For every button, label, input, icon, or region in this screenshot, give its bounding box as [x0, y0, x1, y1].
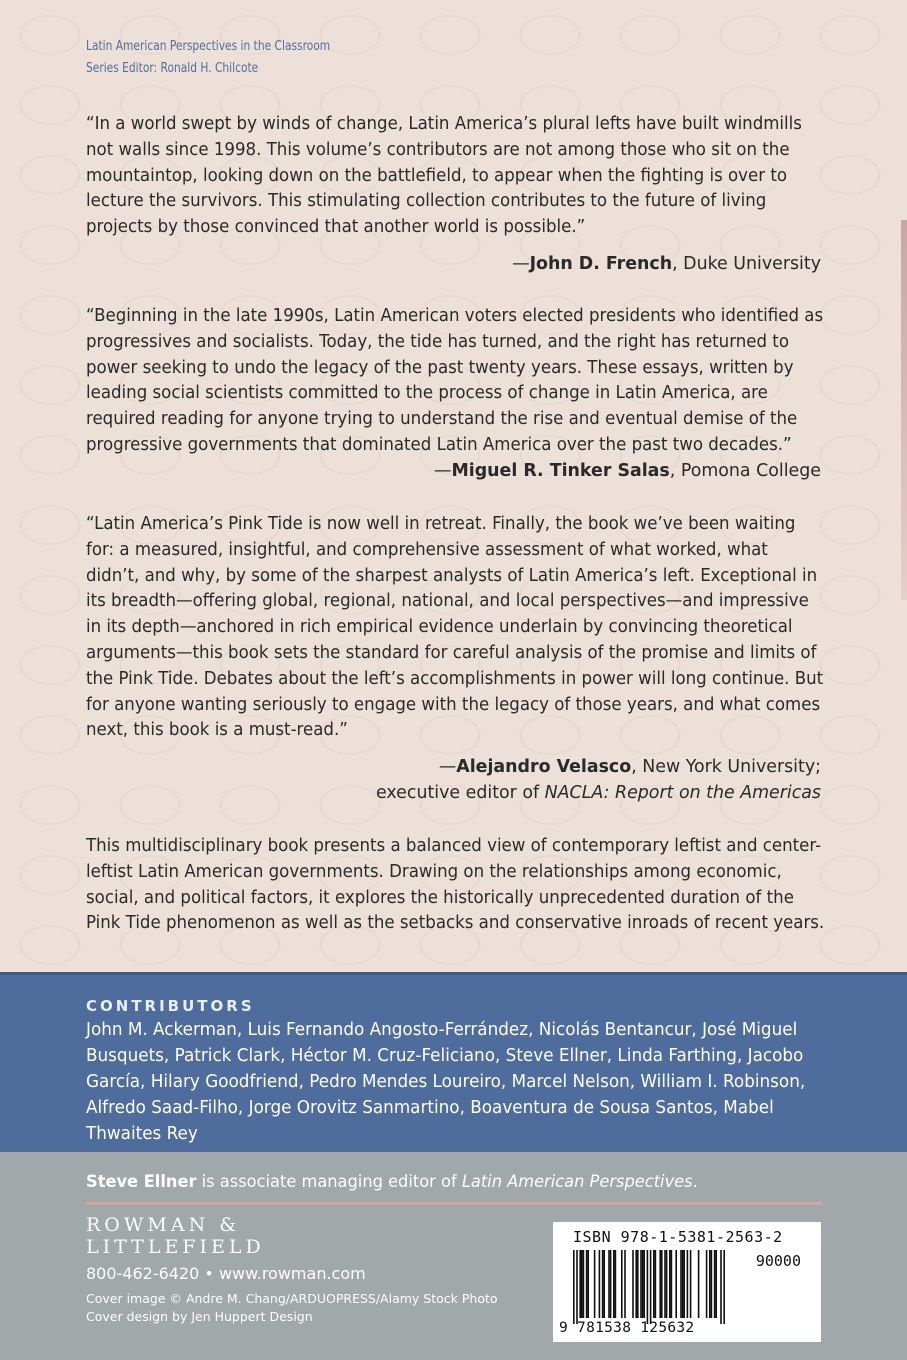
- quote-tinker-salas-text: “Beginning in the late 1990s, Latin American voters elected presidents who identified as progressives and socialists. Today, the tide has turned, and the right has returned to power seeking to undo the legacy of the past twenty years. These essays, written by leading social scientists committed to the process of change in Latin America, are required reading for anyone trying to understand the rise and eventual demise of the progressive governments that dominated Latin America over the past two decades.”: [86, 306, 824, 455]
- barcode-bar: [573, 1250, 575, 1324]
- publisher-contact: 800-462-6420 • www.rowman.com: [86, 1264, 366, 1283]
- barcode-bar: [642, 1250, 644, 1318]
- contributors-list: John M. Ackerman, Luis Fernando Angosto-Ferrández, Nicolás Bentancur, José Miguel Busquets, Patrick Clark, Héctor M. Cruz-Feliciano, Steve Ellner, Linda Farthing, Jacobo García, Hilary Goodfriend, Pedro Mendes Loureiro, Marcel Nelson, William I. Robinson, Alfredo Saad-Filho, Jorge Orovitz Sanmartino, Boaventura de Sousa Santos, Mabel Thwaites Rey: [86, 1020, 806, 1144]
- barcode-bar: [671, 1250, 673, 1318]
- barcode-bar: [637, 1250, 639, 1318]
- quote-velasco-text: “Latin America’s Pink Tide is now well in retreat. Finally, the book we’ve been waiting for: a measured, insightful, and comprehensive assessment of what worked, what didn’t, and why, by some of the sharpest analysts of Latin America’s left. Exceptional in its breadth—offering global, regional, national, and local perspectives—and impressive in its depth—anchored in rich empirical evidence underlain by convincing theoretical arguments—this book sets the standard for careful analysis of the promise and limits of the Pink Tide. Debates about the left’s accomplishments in power will long continue. But for anyone wanting seriously to engage with the legacy of those years, and what comes next, this book is a must-read.”: [86, 514, 824, 741]
- quote-french-name: John D. French: [529, 254, 673, 274]
- ean-digits: 9 781538 125632: [559, 1320, 695, 1336]
- barcode-bar: [659, 1250, 661, 1318]
- barcode-bar: [714, 1250, 716, 1318]
- barcode-bar: [603, 1250, 605, 1318]
- barcode-bar: [650, 1250, 652, 1324]
- barcode-bar: [615, 1250, 617, 1318]
- barcode-bar: [635, 1250, 637, 1318]
- barcode-bar: [583, 1250, 585, 1318]
- barcode-bar: [669, 1250, 671, 1318]
- publisher-band: [0, 1152, 907, 1360]
- barcode-bar: [683, 1250, 685, 1318]
- series-editor: Series Editor: Ronald H. Chilcote: [86, 61, 259, 76]
- about-editor: Steve Ellner is associate managing editor of Latin American Perspectives.: [86, 1172, 698, 1192]
- isbn-barcode: [553, 1222, 821, 1342]
- barcode-bar: [594, 1250, 596, 1318]
- barcode-bar: [579, 1250, 581, 1318]
- quote-french-text: “In a world swept by winds of change, Latin America’s plural lefts have built windmills not walls since 1998. This volume’s contributors are not among those who sit on the mountaintop, looking down on the battlefield, to appear when the fighting is over to lecture the survivors. This stimulating collection contributes to the future of living projects by those convinced that another world is possible.”: [86, 114, 802, 238]
- barcode-bar: [581, 1250, 583, 1318]
- barcode-bar: [715, 1250, 717, 1318]
- quote-velasco-attribution: —Alejandro Velasco, New York University;: [438, 757, 821, 777]
- barcode-bar: [608, 1250, 610, 1318]
- barcode-bar: [640, 1250, 642, 1318]
- barcode-bar: [602, 1250, 604, 1318]
- divider-rule: [86, 1202, 822, 1205]
- barcode-bar: [675, 1250, 677, 1318]
- quote-tinker-salas-name: Miguel R. Tinker Salas: [451, 461, 670, 481]
- isbn-number: ISBN 978-1-5381-2563-2: [573, 1228, 783, 1246]
- barcode-bar: [711, 1250, 713, 1318]
- contributors-band: [0, 972, 907, 1155]
- barcode-bar: [587, 1250, 589, 1318]
- barcode-bar: [720, 1250, 722, 1324]
- barcode-bar: [610, 1250, 612, 1318]
- barcode-bar: [643, 1250, 645, 1318]
- barcode-bar: [661, 1250, 663, 1318]
- price-code: 90000: [755, 1252, 801, 1270]
- editor-name: Steve Ellner: [86, 1172, 197, 1192]
- barcode-bar: [647, 1250, 649, 1324]
- publisher-logo: ROWMAN & LITTLEFIELD: [86, 1214, 265, 1258]
- barcode-bar: [690, 1250, 692, 1318]
- cover-edge-decoration: [901, 220, 907, 600]
- series-info: [86, 36, 330, 80]
- barcode-bar: [680, 1250, 682, 1318]
- barcode-bar: [655, 1250, 657, 1318]
- barcode-bar: [624, 1250, 626, 1318]
- quote-velasco-role: executive editor of NACLA: Report on the Americas: [376, 783, 821, 803]
- cover-design-credit: Cover design by Jen Huppert Design: [86, 1309, 313, 1324]
- barcode-bar: [664, 1250, 666, 1318]
- barcode-bar: [682, 1250, 684, 1318]
- quote-velasco-name: Alejandro Velasco: [456, 757, 632, 777]
- barcode-bar: [632, 1250, 634, 1318]
- cover-image-credit: Cover image © Andre M. Chang/ARDUOPRESS/Alamy Stock Photo: [86, 1291, 498, 1306]
- quote-french-attribution: —John D. French, Duke University: [512, 254, 821, 274]
- barcode-bar: [586, 1250, 588, 1318]
- book-description: This multidisciplinary book presents a balanced view of contemporary leftist and center-leftist Latin American governments. Drawing on the relationships among economic, social, and political factors, it explores the historically unprecedented duration of the Pink Tide phenomenon as well as the setbacks and conservative inroads of recent years.: [86, 836, 825, 934]
- barcode-bar: [666, 1250, 668, 1318]
- journal-title: Latin American Perspectives: [461, 1172, 693, 1192]
- series-title: Latin American Perspectives in the Classroom: [86, 39, 331, 54]
- barcode-bar: [576, 1250, 578, 1324]
- barcode-bar: [613, 1250, 615, 1318]
- barcode-bar: [723, 1250, 725, 1324]
- barcode-bar: [698, 1250, 700, 1318]
- quote-tinker-salas-attribution: —Miguel R. Tinker Salas, Pomona College: [434, 461, 821, 481]
- contributors-heading: CONTRIBUTORS: [86, 997, 255, 1015]
- barcode-bar: [687, 1250, 689, 1318]
- barcode-bar: [599, 1250, 601, 1318]
- barcode-bar: [706, 1250, 708, 1318]
- barcode-bar: [653, 1250, 655, 1318]
- barcode-bar: [709, 1250, 711, 1318]
- barcode-bar: [621, 1250, 623, 1318]
